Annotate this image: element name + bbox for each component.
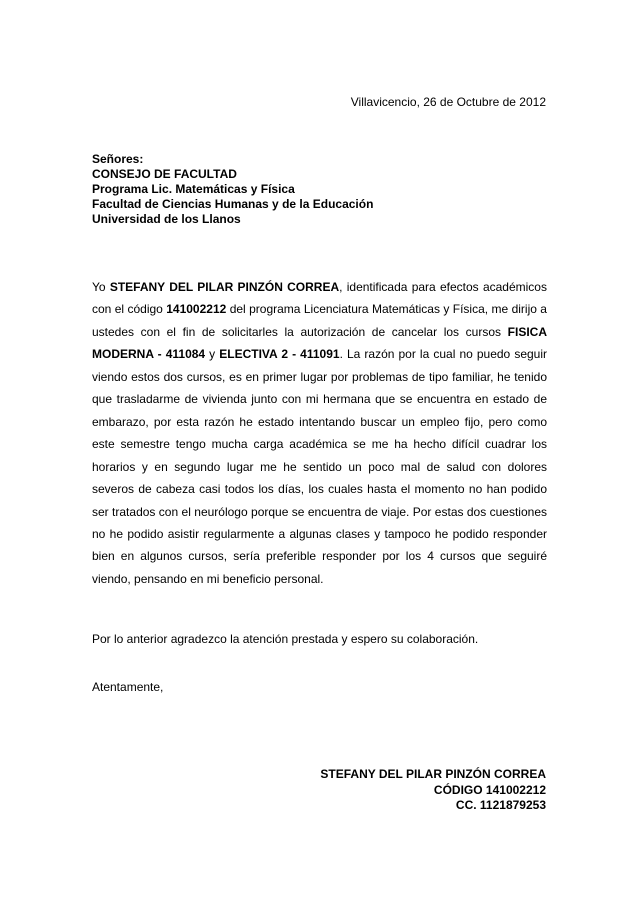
recipient-salutation: Señores:: [92, 152, 144, 166]
course-2: ELECTIVA 2 - 411091: [219, 347, 340, 362]
signature-name: STEFANY DEL PILAR PINZÓN CORREA: [320, 767, 546, 781]
recipient-line-university: Universidad de los Llanos: [92, 212, 241, 226]
body-text-1: Yo: [92, 280, 110, 294]
recipient-line-program: Programa Lic. Matemáticas y Física: [92, 182, 295, 196]
body-text-4: y: [205, 347, 220, 362]
student-code: 141002212: [166, 302, 227, 317]
student-name: STEFANY DEL PILAR PINZÓN CORREA: [109, 280, 340, 294]
recipient-line-council: CONSEJO DE FACULTAD: [92, 167, 237, 181]
signature-block: [320, 767, 546, 814]
course-1: FISICA MODERNA - 411084: [92, 324, 547, 362]
recipient-line-faculty: Facultad de Ciencias Humanas y de la Educación: [92, 197, 374, 211]
signature-id: CC. 1121879253: [455, 798, 546, 812]
letter-date: Villavicencio, 26 de Octubre de 2012: [350, 95, 546, 109]
body-text-5: . La razón por la cual no puedo seguir viendo estos dos cursos, es en primer lugar por problemas de tipo familiar, he tenido que trasladarme de vivienda junto con mi hermana que se encuentra en estado de embarazo, por esta razón he estado intentando buscar un empleo fijo, pero como este semestre tengo mucha carga académica se me ha hecho difícil cuadrar los horarios y en segundo lugar me he sentido un poco mal de salud con dolores severos de cabeza casi todos los días, los cuales hasta el momento no han podido ser tratados con el neurólogo porque se encuentra de viaje. Por estas dos cuestiones no he podido asistir regularmente a algunas clases y tampoco he podido responder bien en algunos cursos, sería preferible responder por los 4 cursos que seguiré viendo, pensando en mi beneficio personal.: [92, 347, 547, 586]
closing-thanks: Por lo anterior agradezco la atención prestada y espero su colaboración.: [92, 632, 479, 646]
body-text-3: del programa Licenciatura Matemáticas y Física, me dirijo a ustedes con el fin de solicitarles la autorización de cancelar los cursos: [92, 302, 547, 339]
letter-body: [92, 276, 547, 590]
body-text-2: , identificada para efectos académicos con el código: [92, 280, 547, 317]
closing-signoff: Atentamente,: [92, 680, 164, 694]
signature-code: CÓDIGO 141002212: [433, 782, 546, 797]
recipient-block: [92, 152, 552, 227]
